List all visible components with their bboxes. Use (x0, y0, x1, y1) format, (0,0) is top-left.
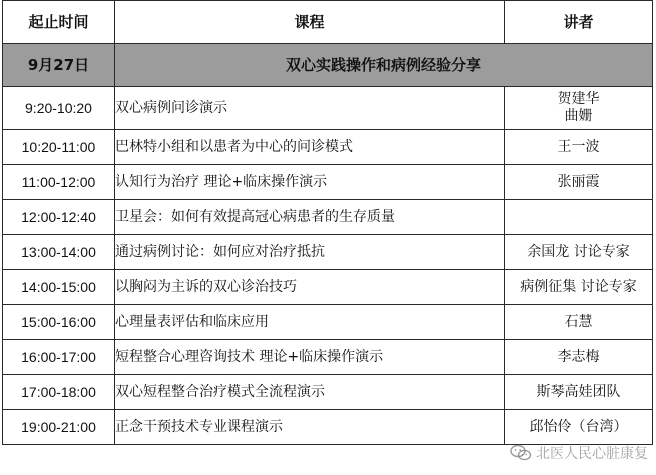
day-date: 9月27日 (3, 44, 115, 87)
session-course: 认知行为治疗 理论+临床操作演示 (115, 165, 505, 200)
schedule-table (2, 0, 653, 445)
session-course: 心理量表评估和临床应用 (115, 305, 505, 340)
schedule-row (3, 305, 653, 340)
session-time: 13:00-14:00 (3, 235, 115, 270)
schedule-row (3, 87, 653, 130)
schedule-row (3, 270, 653, 305)
session-speaker (505, 340, 653, 375)
header-row (3, 1, 653, 44)
speaker-name: 李志梅 (557, 348, 600, 365)
wechat-icon (510, 444, 532, 462)
session-course: 正念干预技术专业课程演示 (115, 410, 505, 445)
session-course: 以胸闷为主诉的双心诊治技巧 (115, 270, 505, 305)
schedule-row (3, 410, 653, 445)
session-time: 17:00-18:00 (3, 375, 115, 410)
session-speaker (505, 130, 653, 165)
schedule-row (3, 130, 653, 165)
session-speaker (505, 375, 653, 410)
session-speaker (505, 270, 653, 305)
schedule-row (3, 340, 653, 375)
header-time: 起止时间 (3, 1, 115, 44)
speaker-name: 余国龙 讨论专家 (527, 243, 630, 260)
schedule-row (3, 165, 653, 200)
session-time: 15:00-16:00 (3, 305, 115, 340)
day-theme: 双心实践操作和病例经验分享 (115, 44, 653, 87)
schedule-row (3, 235, 653, 270)
speaker-name: 石慧 (564, 313, 593, 330)
session-course: 双心短程整合治疗模式全流程演示 (115, 375, 505, 410)
session-time: 9:20-10:20 (3, 87, 115, 130)
session-course: 短程整合心理咨询技术 理论+临床操作演示 (115, 340, 505, 375)
session-time: 12:00-12:40 (3, 200, 115, 235)
speaker-name: 曲姗 (564, 108, 593, 124)
schedule-row (3, 375, 653, 410)
speaker-name: 王一波 (557, 138, 600, 155)
session-time: 19:00-21:00 (3, 410, 115, 445)
day-row (3, 44, 653, 87)
speaker-name: 张丽霞 (557, 173, 600, 190)
session-speaker (505, 200, 653, 235)
session-time: 14:00-15:00 (3, 270, 115, 305)
session-speaker (505, 87, 653, 130)
session-course: 双心病例问诊演示 (115, 87, 505, 130)
session-speaker (505, 410, 653, 445)
session-speaker (505, 305, 653, 340)
session-course: 巴林特小组和以患者为中心的问诊模式 (115, 130, 505, 165)
speaker-name: 斯琴高娃团队 (536, 383, 621, 400)
speaker-name: 邱怡伶（台湾） (529, 418, 628, 435)
speaker-name: 病例征集 讨论专家 (520, 278, 637, 295)
header-speaker: 讲者 (505, 1, 653, 44)
speaker-name: 贺建华 (557, 91, 600, 107)
session-speaker (505, 165, 653, 200)
watermark-text: 北医人民心脏康复 (536, 446, 648, 462)
session-speaker (505, 235, 653, 270)
header-course: 课程 (115, 1, 505, 44)
schedule-row (3, 200, 653, 235)
session-course: 卫星会：如何有效提高冠心病患者的生存质量 (115, 200, 505, 235)
session-course: 通过病例讨论：如何应对治疗抵抗 (115, 235, 505, 270)
session-time: 16:00-17:00 (3, 340, 115, 375)
session-time: 10:20-11:00 (3, 130, 115, 165)
watermark (510, 443, 648, 463)
session-time: 11:00-12:00 (3, 165, 115, 200)
